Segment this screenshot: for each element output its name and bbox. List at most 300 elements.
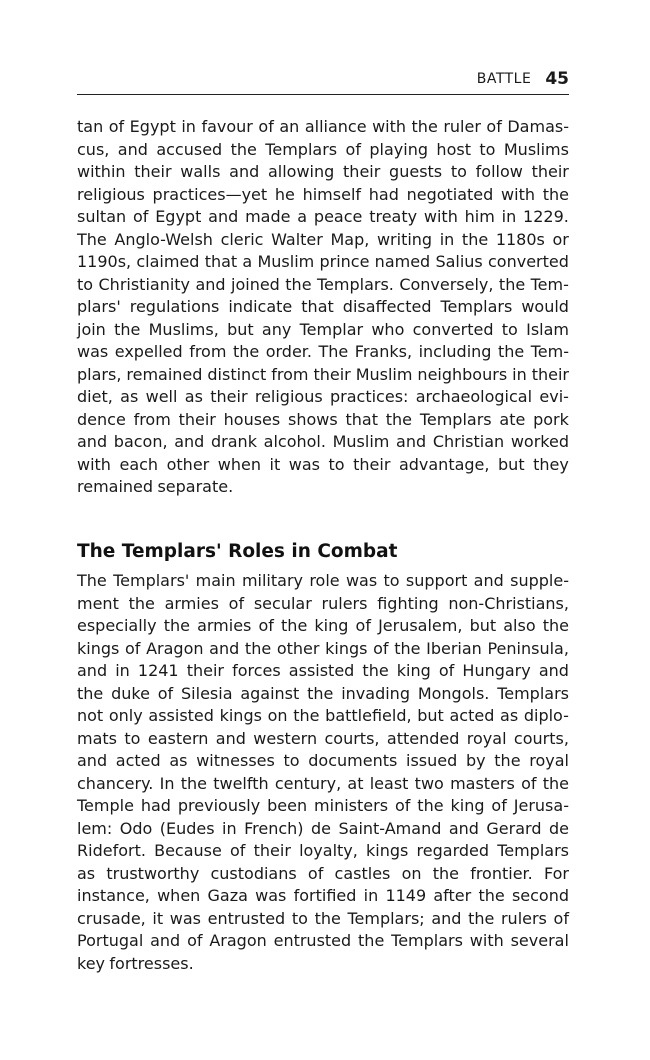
text-word: diet, [77, 387, 113, 406]
text-word: entrusted [207, 908, 286, 928]
text-word: made [245, 207, 291, 226]
text-word: Egypt [155, 207, 202, 226]
text-word: claimed [136, 252, 200, 271]
text-word: support [405, 571, 468, 590]
header-rule [77, 94, 569, 95]
text-word: ate [499, 409, 526, 429]
text-word: main [195, 571, 236, 590]
text-word: royal [466, 728, 507, 748]
text-word: from [133, 409, 171, 429]
text-word: guests [389, 162, 443, 181]
text-word: in [363, 886, 379, 905]
text-line [77, 840, 569, 863]
text-word: kings [219, 706, 262, 725]
text-word: cus, [77, 139, 110, 159]
text-word: two [414, 773, 444, 793]
text-word: only [108, 706, 143, 725]
text-word: duke [111, 683, 150, 703]
text-word: witnesses [196, 751, 275, 770]
text-word: from [189, 342, 227, 361]
text-word: to [383, 571, 400, 590]
text-word: and [77, 661, 108, 680]
text-word: of [438, 661, 455, 680]
text-word: the [542, 616, 569, 635]
text-word: the [394, 638, 421, 658]
text-word: religious [254, 387, 323, 406]
text-line [77, 863, 569, 886]
text-word: king [314, 616, 349, 635]
text-word: with [77, 454, 111, 474]
text-line [77, 930, 569, 953]
text-word: Muslims [503, 139, 569, 159]
text-word: the [163, 616, 190, 635]
text-word: eastern [147, 728, 209, 748]
text-line [77, 818, 569, 841]
text-word: the [362, 661, 389, 680]
text-word: join [77, 319, 106, 339]
text-word: regulations [129, 297, 220, 316]
text-word: the [128, 593, 155, 613]
text-word: Hungary [462, 661, 531, 680]
text-word: in [115, 661, 130, 680]
text-word: also [503, 616, 536, 635]
text-word: the [385, 409, 413, 429]
text-word: the [358, 931, 385, 950]
section-heading: The Templars' Roles in Combat [77, 541, 398, 562]
text-word: accused [156, 139, 223, 159]
text-word: including [418, 342, 492, 361]
text-word: walls [180, 162, 221, 181]
text-word: at [347, 773, 364, 793]
text-word: the [494, 751, 521, 770]
text-word: on [401, 863, 422, 883]
text-word: twelfth [213, 773, 269, 793]
text-word: assisted [288, 661, 355, 680]
text-word: negotiated [406, 184, 494, 204]
text-word: as [77, 863, 96, 883]
text-word: Saint-Amand [338, 818, 442, 838]
text-word: playing [369, 139, 428, 159]
text-word: joined [231, 274, 280, 294]
text-word: writing [376, 229, 433, 249]
text-line [77, 638, 569, 661]
text-word: converted [488, 252, 569, 271]
text-word: converted [412, 319, 494, 339]
text-word: issued [406, 751, 458, 770]
text-word: the [498, 274, 526, 294]
text-word: Muslim [355, 364, 413, 384]
text-word: on [267, 706, 288, 725]
text-word: to [501, 319, 518, 339]
text-word: alliance [304, 117, 367, 136]
text-line [77, 953, 569, 976]
text-word: Muslim [257, 252, 315, 271]
text-word: Tem- [530, 274, 569, 294]
text-word: Damas- [507, 117, 569, 136]
text-word: assisted [148, 706, 214, 725]
text-word: forces [232, 661, 281, 680]
text-word: when [157, 886, 201, 905]
text-word: Temple [77, 796, 134, 815]
text-word: but [469, 616, 497, 635]
text-word: the [285, 274, 312, 294]
text-word: especially [77, 616, 157, 635]
text-word: and [448, 818, 479, 838]
text-word: de [548, 818, 569, 838]
text-word: Egypt [129, 117, 176, 136]
text-word: that [345, 409, 378, 429]
text-word: the [417, 796, 444, 815]
text-word: of [373, 638, 389, 658]
text-word: of [553, 908, 569, 928]
text-word: of [187, 931, 203, 950]
text-word: courts, [324, 728, 380, 748]
text-word: who [371, 319, 405, 339]
text-word: order. [265, 342, 312, 361]
text-word: Aragon [209, 931, 267, 950]
text-word: fortified [293, 886, 357, 905]
text-word: it [152, 908, 164, 928]
text-word: fortresses. [109, 953, 194, 973]
text-word: alcohol. [263, 432, 326, 451]
text-word: non-Christians, [448, 593, 569, 613]
text-word: lem: [77, 818, 113, 838]
text-line [77, 386, 569, 409]
text-word: was [77, 342, 109, 361]
text-word: had [368, 184, 399, 204]
text-word: host [436, 139, 471, 159]
text-word: the [114, 319, 141, 339]
text-word: diplo- [523, 706, 569, 725]
text-word: advantage, [398, 454, 490, 474]
text-word: dence [77, 409, 126, 429]
text-word: courts, [513, 728, 569, 748]
text-word: in [181, 117, 196, 136]
text-word: of [258, 616, 274, 635]
text-word: prince [319, 252, 370, 271]
text-word: key [77, 953, 106, 973]
running-head-title: BATTLE [476, 71, 532, 87]
text-word: and [77, 432, 108, 451]
text-word: the [542, 184, 569, 204]
text-word: Templars [497, 841, 569, 860]
text-word: to [124, 728, 141, 748]
text-line [77, 908, 569, 931]
text-word: and [77, 751, 108, 770]
text-word: cleric [220, 229, 264, 249]
text-line [77, 139, 569, 162]
text-word: Jerusa- [513, 796, 569, 815]
text-word: armies [197, 616, 252, 635]
text-word: as [120, 387, 139, 406]
text-word: their [531, 162, 569, 181]
text-word: the [244, 638, 272, 658]
text-word: their [531, 364, 569, 384]
text-line [77, 660, 569, 683]
text-word: drank [211, 432, 257, 451]
text-line [77, 251, 569, 274]
text-word: other [276, 638, 320, 658]
text-word: Salius [435, 252, 483, 271]
text-word: the [497, 342, 525, 361]
text-word: Odo [119, 818, 153, 838]
text-word: instance, [77, 886, 150, 905]
text-word: 1190s, [77, 252, 132, 271]
text-line [77, 341, 569, 364]
text-word: their [313, 364, 351, 384]
text-line [77, 615, 569, 638]
text-word: regarded [416, 841, 490, 860]
text-word: armies [164, 593, 219, 613]
text-word: documents [308, 751, 398, 770]
text-word: Muslims, [148, 319, 219, 339]
text-line [77, 296, 569, 319]
text-line [77, 274, 569, 297]
text-word: with [469, 931, 504, 950]
text-word: Anglo-Welsh [114, 229, 213, 249]
text-word: Templars. [316, 274, 394, 294]
text-word: Templars [440, 297, 513, 316]
text-word: of [394, 796, 411, 815]
text-word: Templar [299, 319, 364, 339]
text-word: Aragon [146, 638, 204, 658]
text-word: allowing [267, 162, 335, 181]
page-number: 45 [545, 69, 569, 89]
text-word: separate. [157, 477, 234, 496]
text-word: of [486, 117, 502, 136]
text-word: least [369, 773, 409, 793]
text-word: pork [533, 409, 569, 429]
text-word: the [542, 773, 569, 793]
text-word: Templars [265, 139, 338, 159]
text-word: that [204, 252, 238, 271]
text-word: shows [288, 409, 338, 429]
text-word: Portugal [77, 931, 144, 950]
text-word: the [307, 683, 334, 703]
text-word: their [353, 454, 391, 474]
text-word: Mongols. [417, 683, 490, 703]
text-word: in [439, 229, 455, 249]
text-word: battlefield, [325, 706, 412, 725]
text-word: the [461, 229, 489, 249]
text-word: to [450, 162, 467, 181]
text-word: 1149 [385, 886, 427, 905]
text-word: second [511, 886, 569, 905]
text-line [77, 431, 569, 454]
text-word: ruler [443, 117, 481, 136]
text-word: fighting [377, 593, 439, 613]
text-word: In [159, 773, 175, 793]
text-word: and [174, 432, 205, 451]
text-word: of [491, 796, 507, 815]
text-word: but [498, 454, 525, 474]
text-word: but [227, 319, 254, 339]
text-word: to [291, 908, 308, 928]
text-word: each [119, 454, 159, 474]
text-word: the [314, 908, 341, 928]
text-word: Jerusalem, [378, 616, 463, 635]
text-word: kings [325, 638, 368, 658]
text-word: previously [177, 796, 261, 815]
text-word: other [166, 454, 210, 474]
text-word: an [279, 117, 300, 136]
text-word: that [301, 297, 334, 316]
text-word: plars, [77, 364, 122, 384]
text-word: and [538, 661, 569, 680]
text-word: when [217, 454, 261, 474]
text-word: worked [510, 432, 569, 451]
text-word: distinct [207, 364, 267, 384]
text-word: sultan [77, 207, 127, 226]
text-word: the [411, 117, 438, 136]
text-word: a [297, 207, 308, 226]
text-word: with [423, 207, 458, 226]
text-word: of [125, 638, 141, 658]
text-word: kings [366, 841, 409, 860]
text-word: to [328, 454, 345, 474]
text-word: against [240, 683, 300, 703]
text-line [77, 570, 569, 593]
text-word: Templars [419, 409, 492, 429]
text-line [77, 795, 569, 818]
body-paragraph-1 [77, 116, 569, 499]
text-word: of [157, 683, 174, 703]
text-word: any [261, 319, 292, 339]
text-line [77, 364, 569, 387]
text-word: follow [475, 162, 523, 181]
text-word: The [318, 342, 349, 361]
text-word: the [468, 908, 495, 928]
text-word: Conversely, [399, 274, 494, 294]
text-word: Muslim [332, 432, 390, 451]
text-word: the [180, 773, 207, 793]
text-word: and [396, 432, 427, 451]
text-word: bacon, [113, 432, 168, 451]
text-word: Franks, [354, 342, 413, 361]
text-word: the [432, 863, 459, 883]
text-word: evi- [539, 387, 569, 406]
text-word: of [230, 841, 246, 860]
text-word: practices: [330, 387, 409, 406]
text-word: would [521, 297, 569, 316]
text-word: Christian [432, 432, 505, 451]
text-word: houses [223, 409, 281, 429]
text-word: of [345, 139, 361, 159]
text-word: Templars; [347, 908, 425, 928]
text-word: by [465, 751, 486, 770]
running-head [77, 66, 569, 92]
text-word: had [140, 796, 171, 815]
text-word: Gaza [207, 886, 248, 905]
text-word: as [184, 387, 203, 406]
text-word: was [169, 908, 201, 928]
text-line [77, 773, 569, 796]
text-word: kings [77, 638, 120, 658]
text-word: from [271, 364, 309, 384]
text-line [77, 593, 569, 616]
text-word: of [258, 117, 274, 136]
text-word: as [169, 751, 188, 770]
text-word: practices—yet [152, 184, 268, 204]
text-word: and [473, 571, 504, 590]
text-word: Peninsula, [487, 638, 569, 658]
text-line [77, 476, 569, 499]
text-word: invading [341, 683, 410, 703]
text-word: he [274, 184, 295, 204]
text-word: rulers [321, 593, 368, 613]
text-word: archaeological [415, 387, 533, 406]
text-word: acted [115, 751, 161, 770]
text-word: disaffected [342, 297, 432, 316]
text-word: 1180s [495, 229, 545, 249]
text-word: to [479, 139, 496, 159]
text-word: indicate [228, 297, 293, 316]
text-word: named [374, 252, 431, 271]
text-word: acted [449, 706, 495, 725]
text-word: as [500, 706, 519, 725]
text-word: king [450, 796, 485, 815]
text-word: Map, [330, 229, 370, 249]
text-word: Templars' [113, 571, 190, 590]
text-word: of [132, 207, 149, 226]
text-word: to [283, 751, 300, 770]
text-word: and [431, 908, 462, 928]
text-word: Tem- [530, 342, 569, 361]
text-word: and [117, 139, 148, 159]
text-line [77, 683, 569, 706]
text-word: religious [77, 184, 145, 204]
text-word: with [501, 184, 535, 204]
text-word: a [242, 252, 253, 271]
text-word: Silesia [181, 683, 233, 703]
text-word: role [309, 571, 340, 590]
text-line [77, 409, 569, 432]
text-word: of [355, 616, 371, 635]
text-word: Walter [271, 229, 323, 249]
text-word: and [150, 931, 181, 950]
text-word: For [543, 863, 569, 883]
text-word: of [521, 773, 537, 793]
text-word: Templars [497, 683, 569, 703]
text-word: their [210, 387, 248, 406]
text-word: Because [154, 841, 222, 860]
text-word: custodians [210, 863, 297, 883]
text-word: was [345, 571, 378, 590]
text-word: and [215, 728, 246, 748]
text-word: the [232, 342, 260, 361]
text-word: or [552, 229, 569, 249]
text-line [77, 319, 569, 342]
text-word: in [222, 818, 237, 838]
text-word: and [195, 274, 226, 294]
text-word: several [510, 931, 569, 950]
text-word: (Eudes [159, 818, 215, 838]
text-word: frontier. [470, 863, 533, 883]
text-line [77, 184, 569, 207]
text-word: of [108, 117, 125, 136]
text-word: was [255, 886, 287, 905]
text-word: expelled [114, 342, 183, 361]
text-word: Templars [391, 931, 463, 950]
text-word: The [77, 571, 107, 590]
text-word: king [396, 661, 431, 680]
text-word: their [186, 661, 224, 680]
text-line [77, 229, 569, 252]
text-word: favour [201, 117, 253, 136]
text-word: western [253, 728, 318, 748]
text-word: entrusted [273, 931, 352, 950]
text-word: the [478, 886, 505, 905]
